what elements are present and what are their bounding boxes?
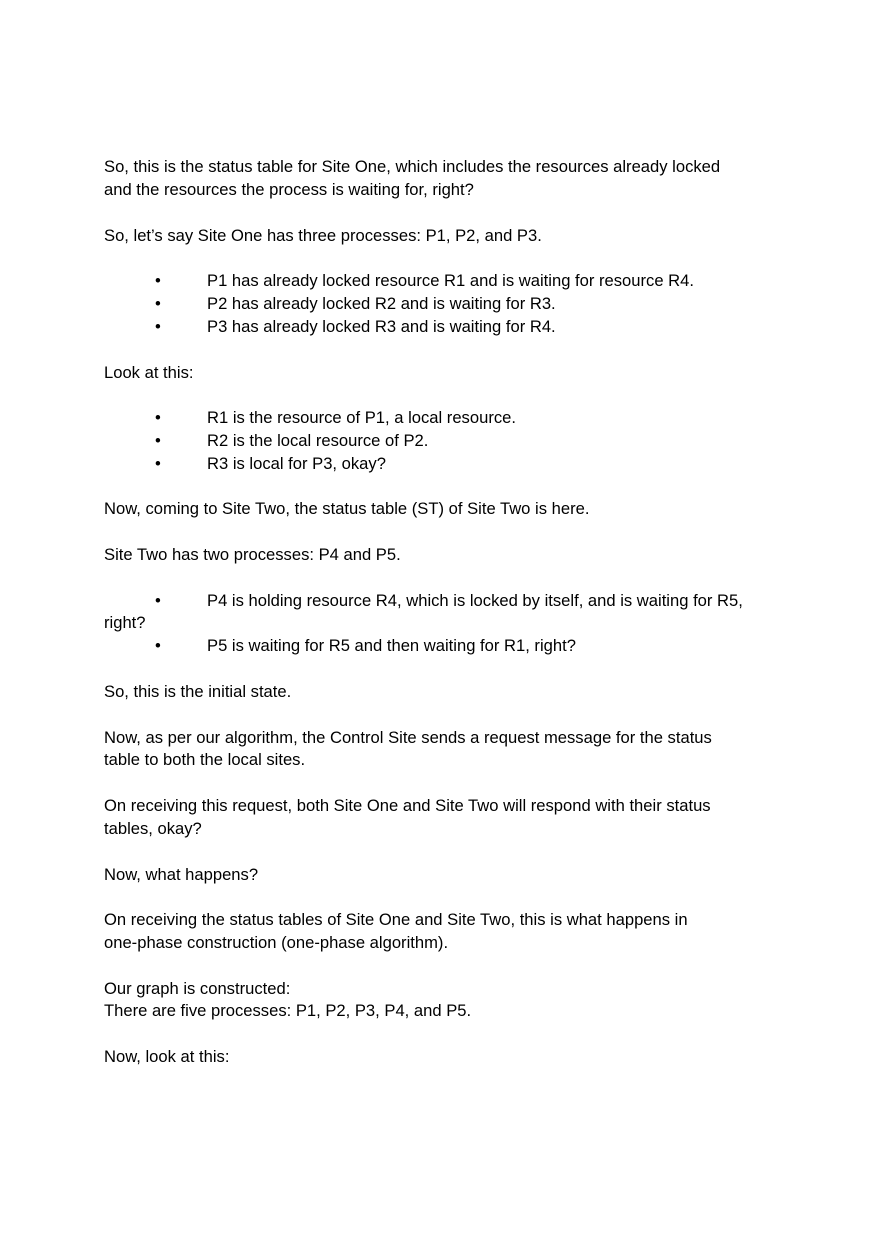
paragraph-receiving-request-line2: tables, okay? xyxy=(104,819,202,838)
paragraph-initial-state: So, this is the initial state. xyxy=(104,682,292,701)
bullet-icon: • xyxy=(155,636,161,655)
list-item: R2 is the local resource of P2. xyxy=(207,431,429,450)
list-item: P2 has already locked R2 and is waiting for R3. xyxy=(207,294,556,313)
paragraph-one-phase-line2: one-phase construction (one-phase algorithm). xyxy=(104,933,449,952)
list-item: P3 has already locked R3 and is waiting for R4. xyxy=(207,317,556,336)
paragraph-site-two-processes: Site Two has two processes: P4 and P5. xyxy=(104,545,401,564)
bullet-icon: • xyxy=(155,591,161,610)
paragraph-status-table-line1: So, this is the status table for Site One, which includes the resources already locked xyxy=(104,157,721,176)
bullet-icon: • xyxy=(155,294,161,313)
paragraph-look-at-this: Look at this: xyxy=(104,363,194,382)
paragraph-look-at-this-closing: Now, look at this: xyxy=(104,1047,230,1066)
list-item-wrap: right? xyxy=(104,613,146,632)
paragraph-what-happens: Now, what happens? xyxy=(104,865,259,884)
bullet-icon: • xyxy=(155,408,161,427)
paragraph-graph-constructed-line2: There are five processes: P1, P2, P3, P4, and P5. xyxy=(104,1001,472,1020)
list-item: P1 has already locked resource R1 and is waiting for resource R4. xyxy=(207,271,694,290)
paragraph-status-table-line2: and the resources the process is waiting for, right? xyxy=(104,180,474,199)
bullet-icon: • xyxy=(155,454,161,473)
list-item: P4 is holding resource R4, which is locked by itself, and is waiting for R5, xyxy=(207,591,743,610)
paragraph-control-site-line2: table to both the local sites. xyxy=(104,750,306,769)
paragraph-site-two-status-table: Now, coming to Site Two, the status table (ST) of Site Two is here. xyxy=(104,499,590,518)
list-item: R1 is the resource of P1, a local resource. xyxy=(207,408,516,427)
bullet-icon: • xyxy=(155,431,161,450)
paragraph-graph-constructed-line1: Our graph is constructed: xyxy=(104,979,291,998)
list-item: P5 is waiting for R5 and then waiting for R1, right? xyxy=(207,636,576,655)
paragraph-control-site-line1: Now, as per our algorithm, the Control Site sends a request message for the status xyxy=(104,728,712,747)
paragraph-site-one-processes: So, let’s say Site One has three processes: P1, P2, and P3. xyxy=(104,226,542,245)
bullet-icon: • xyxy=(155,271,161,290)
bullet-icon: • xyxy=(155,317,161,336)
paragraph-receiving-request-line1: On receiving this request, both Site One and Site Two will respond with their status xyxy=(104,796,711,815)
paragraph-one-phase-line1: On receiving the status tables of Site One and Site Two, this is what happens in xyxy=(104,910,688,929)
list-item: R3 is local for P3, okay? xyxy=(207,454,386,473)
